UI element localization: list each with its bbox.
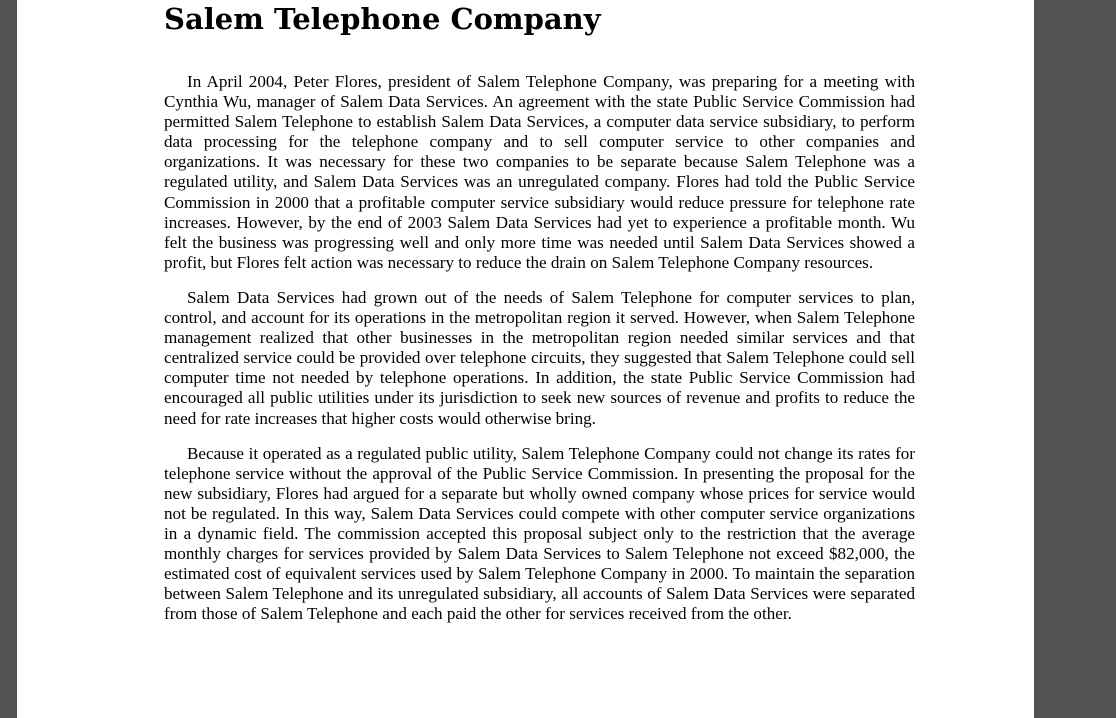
document-page [17,0,1034,718]
paragraph-1: In April 2004, Peter Flores, president of Salem Telephone Company, was preparing for a meeting with Cynthia Wu, manager of Salem Data Services. An agreement with the state Public Service Commission had permitted Salem Telephone to establish Salem Data Services, a computer data service subsidiary, to perform data processing for the telephone company and to sell computer service to other companies and organizations. It was necessary for these two companies to be separate because Salem Telephone was a regulated utility, and Salem Data Services was an unregulated company. Flores had told the Public Service Commission in 2000 that a profitable computer service subsidiary would reduce pressure for telephone rate increases. However, by the end of 2003 Salem Data Services had yet to experience a profitable month. Wu felt the business was progressing well and only more time was needed until Salem Data Services showed a profit, but Flores felt action was necessary to reduce the drain on Salem Telephone Company resources. [164,72,915,272]
body-text [164,72,915,639]
viewer-background-left [0,0,17,718]
page-title: Salem Telephone Company [164,2,601,36]
viewer-background-right [1034,0,1116,718]
paragraph-2: Salem Data Services had grown out of the needs of Salem Telephone for computer services to plan, control, and account for its operations in the metropolitan region it served. However, when Salem Telephone management realized that other businesses in the metropolitan region needed similar services and that centralized service could be provided over telephone circuits, they suggested that Salem Telephone could sell computer time not needed by telephone operations. In addition, the state Public Service Commission had encouraged all public utilities under its jurisdiction to seek new sources of revenue and profits to reduce the need for rate increases that higher costs would otherwise bring. [164,287,915,428]
paragraph-3: Because it operated as a regulated public utility, Salem Telephone Company could not change its rates for telephone service without the approval of the Public Service Commission. In presenting the proposal for the new subsidiary, Flores had argued for a separate but wholly owned company whose prices for service would not be regulated. In this way, Salem Data Services could compete with other computer service organizations in a dynamic field. The commission accepted this proposal subject only to the restriction that the average monthly charges for services provided by Salem Data Services to Salem Telephone not exceed $82,000, the estimated cost of equivalent services used by Salem Telephone Company in 2000. To maintain the separation between Salem Telephone and its unregulated subsidiary, all accounts of Salem Data Services were separated from those of Salem Telephone and each paid the other for services received from the other. [164,443,915,624]
